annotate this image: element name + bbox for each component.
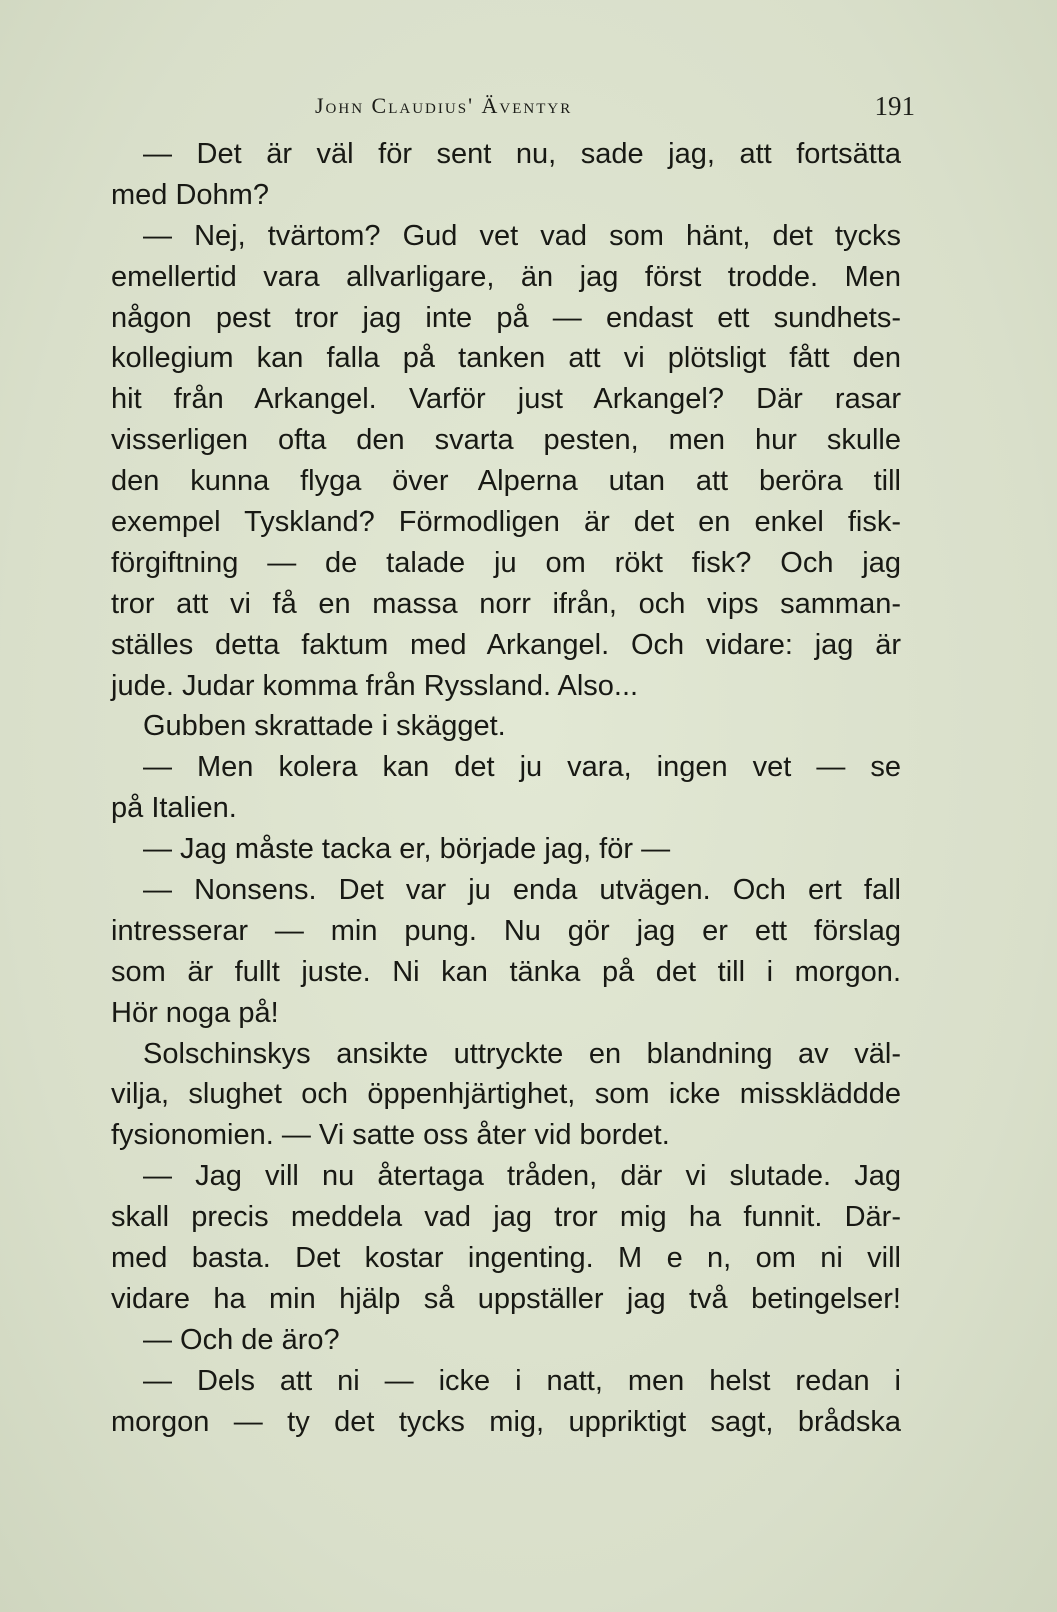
text-line: — Men kolera kan det ju vara, ingen vet — se (143, 751, 901, 784)
running-title: John Claudius' Äventyr (315, 93, 573, 118)
body-text (111, 134, 901, 1443)
text-line: — Och de äro? (143, 1323, 340, 1356)
text-line: morgon — ty det tycks mig, uppriktigt sagt, brådska (111, 1405, 901, 1438)
text-line: — Jag vill nu återtaga tråden, där vi slutade. Jag (143, 1160, 901, 1193)
text-line: — Det är väl för sent nu, sade jag, att fortsätta (143, 138, 901, 170)
text-line: exempel Tyskland? Förmodligen är det en enkel fisk- (111, 506, 901, 539)
text-line: Solschinskys ansikte uttryckte en blandning av väl- (143, 1037, 901, 1070)
text-line: kollegium kan falla på tanken att vi plötsligt fått den (111, 342, 901, 375)
page-header (315, 88, 915, 124)
text-line: den kunna flyga över Alperna utan att beröra till (111, 465, 901, 498)
text-line: skall precis meddela vad jag tror mig ha funnit. Där- (111, 1201, 901, 1234)
text-line: hit från Arkangel. Varför just Arkangel? Där rasar (111, 383, 901, 416)
page-number: 191 (874, 91, 915, 121)
text-line: — Jag måste tacka er, började jag, för — (143, 833, 671, 866)
text-line: med Dohm? (111, 178, 269, 211)
text-line: ställes detta faktum med Arkangel. Och vidare: jag är (111, 628, 901, 661)
text-line: intresserar — min pung. Nu gör jag er ett förslag (111, 914, 901, 947)
text-line: Hör noga på! (111, 996, 279, 1029)
text-line: — Nej, tvärtom? Gud vet vad som hänt, det tycks (143, 219, 901, 252)
text-line: tror att vi få en massa norr ifrån, och vips samman- (111, 587, 901, 620)
text-line: vilja, slughet och öppenhjärtighet, som icke misskläddde (111, 1078, 901, 1111)
text-line: som är fullt juste. Ni kan tänka på det till i morgon. (111, 955, 901, 988)
text-line: någon pest tror jag inte på — endast ett sundhets- (111, 301, 901, 334)
text-line: visserligen ofta den svarta pesten, men hur skulle (111, 424, 901, 457)
text-line: förgiftning — de talade ju om rökt fisk? Och jag (111, 546, 901, 579)
text-line: — Dels att ni — icke i natt, men helst redan i (143, 1364, 901, 1397)
text-line: fysionomien. — Vi satte oss åter vid bordet. (111, 1119, 670, 1152)
text-line: på Italien. (111, 792, 237, 825)
text-line: — Nonsens. Det var ju enda utvägen. Och ert fall (143, 874, 901, 907)
text-line: vidare ha min hjälp så uppställer jag två betingelser! (111, 1282, 901, 1315)
text-line: emellertid vara allvarligare, än jag först trodde. Men (111, 260, 901, 293)
text-line: med basta. Det kostar ingenting. M e n, om ni vill (111, 1242, 901, 1275)
text-line: Gubben skrattade i skägget. (143, 710, 506, 743)
text-line: jude. Judar komma från Ryssland. Also... (111, 669, 639, 702)
